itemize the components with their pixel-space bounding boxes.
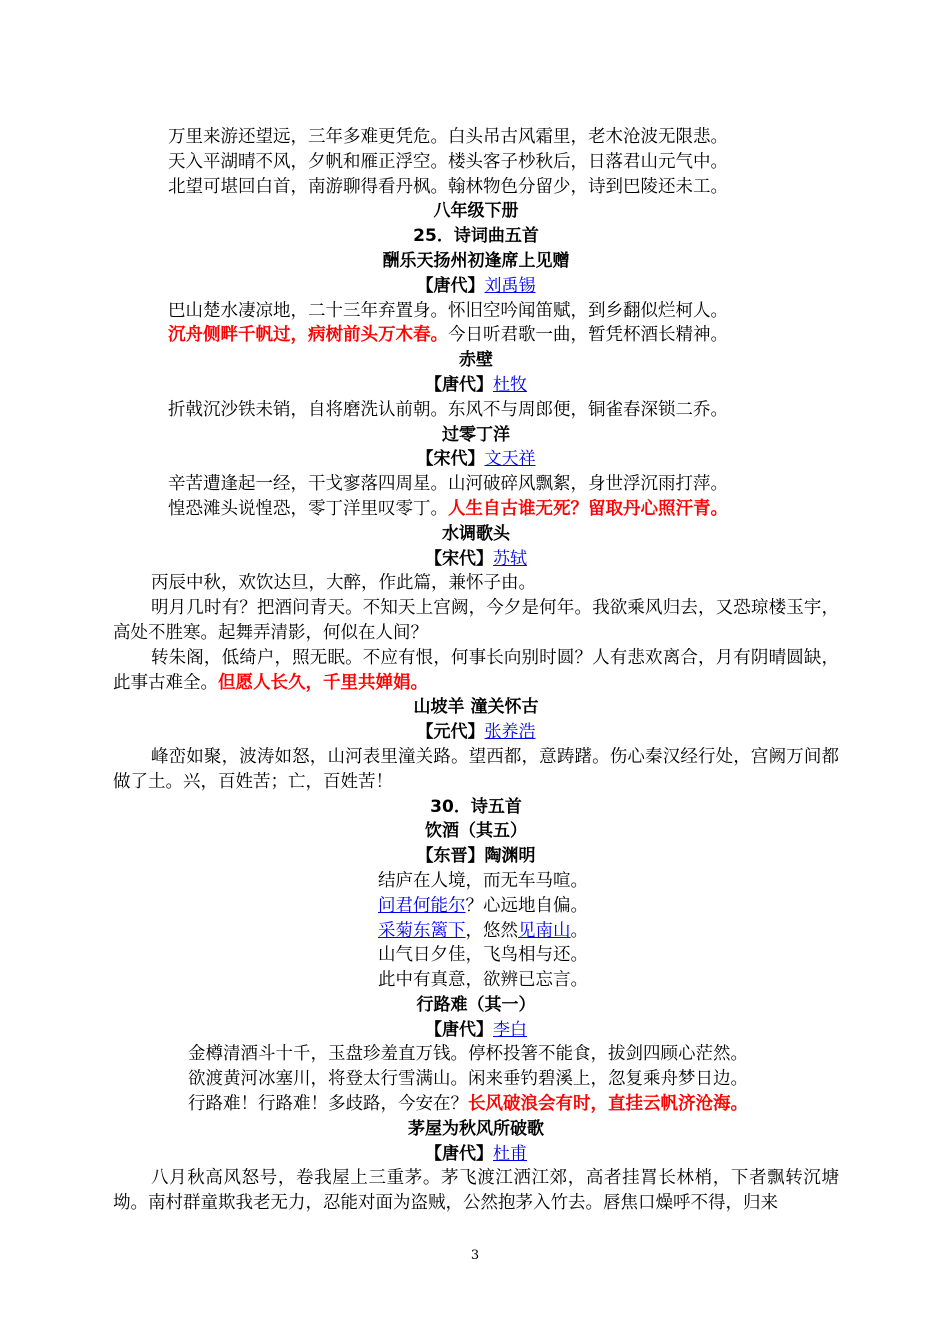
highlighted-verse: 沉舟侧畔千帆过，病树前头万木春。	[168, 325, 448, 346]
intro-line-3: 北望可堪回白首，南游聊得看丹枫。翰林物色分留少，诗到巴陵还未工。	[168, 176, 728, 197]
poem-line: 金樽清酒斗十千，玉盘珍羞直万钱。停杯投箸不能食，拔剑四顾心茫然。	[188, 1044, 748, 1065]
poem-byline	[113, 547, 839, 572]
verse-text: 今日听君歌一曲，暂凭杯酒长精神。	[448, 325, 728, 346]
poem-title: 赤壁	[459, 350, 493, 371]
poem-paragraph: 丙辰中秋，欢饮达旦，大醉，作此篇，兼怀子由。	[151, 573, 536, 594]
dynasty-label: 【元代】	[416, 722, 485, 743]
lesson-25-title: 25．诗词曲五首	[413, 226, 539, 247]
dynasty-label: 【宋代】	[425, 548, 493, 569]
author-link[interactable]: 文天祥	[484, 449, 536, 470]
poem-title: 山坡羊 潼关怀古	[413, 697, 539, 718]
verse-text: 转朱阁，低绮户，照无眠。不应有恨，何事长向别时圆？人有悲欢离合，月有阴晴圆缺，此事古难全。	[113, 647, 839, 693]
author-link[interactable]: 苏轼	[493, 548, 527, 569]
poem-paragraph: 八月秋高风怒号，卷我屋上三重茅。茅飞渡江洒江郊，高者挂罥长林梢，下者飘转沉塘坳。南村群童欺我老无力，忍能对面为盗贼，公然抱茅入竹去。唇焦口燥呼不得，归来	[113, 1168, 839, 1214]
poem-title: 过零丁洋	[442, 424, 510, 445]
poem-byline	[113, 1142, 839, 1167]
dynasty-label: 【唐代】	[425, 1019, 493, 1040]
author-link[interactable]: 杜甫	[493, 1143, 527, 1164]
verse-text: 惶恐滩头说惶恐，零丁洋里叹零丁。	[168, 498, 448, 519]
poem-byline	[113, 1018, 839, 1043]
verse-link[interactable]: 采菊东篱下	[378, 920, 466, 941]
poem-byline	[113, 274, 839, 299]
dynasty-label: 【唐代】	[416, 275, 485, 296]
poem-line	[113, 894, 839, 919]
verse-text: 行路难！行路难！多歧路，今安在？	[188, 1094, 468, 1115]
highlighted-verse: 长风破浪会有时，直挂云帆济沧海。	[468, 1094, 748, 1115]
poem-line	[113, 323, 839, 348]
poem-title: 饮酒（其五）	[425, 821, 527, 842]
poem-line	[113, 919, 839, 944]
poem-paragraph: 峰峦如聚，波涛如怒，山河表里潼关路。望西都，意踌躇。伤心秦汉经行处，宫阙万间都做了土。兴，百姓苦；亡，百姓苦！	[113, 746, 839, 792]
dynasty-label: 【宋代】	[416, 449, 485, 470]
highlighted-verse: 人生自古谁无死？留取丹心照汗青。	[448, 498, 728, 519]
poem-byline	[113, 720, 839, 745]
poem-title: 水调歌头	[442, 523, 510, 544]
poem-byline	[113, 447, 839, 472]
verse-text: 。	[570, 920, 588, 941]
poem-line: 结庐在人境，而无车马喧。	[378, 870, 588, 891]
poem-byline	[113, 373, 839, 398]
highlighted-verse: 但愿人长久，千里共婵娟。	[218, 672, 428, 693]
intro-line-1: 万里来游还望远，三年多难更凭危。白头吊古风霜里，老木沧波无限悲。	[168, 127, 728, 147]
poem-line: 山气日夕佳，飞鸟相与还。	[378, 945, 588, 966]
verse-text: ，悠然	[465, 920, 518, 941]
poem-title: 酬乐天扬州初逢席上见赠	[382, 250, 570, 271]
lesson-30-title: 30．诗五首	[430, 796, 522, 817]
document-page	[113, 125, 839, 1216]
poem-line: 辛苦遭逢起一经，干戈寥落四周星。山河破碎风飘絮，身世浮沉雨打萍。	[168, 474, 728, 495]
dynasty-label: 【唐代】	[425, 1143, 493, 1164]
page-number: 3	[470, 1248, 480, 1263]
poem-paragraph	[113, 646, 839, 696]
verse-link[interactable]: 见南山	[518, 920, 571, 941]
poem-line: 此中有真意，欲辨已忘言。	[378, 970, 588, 991]
author-link[interactable]: 张养浩	[484, 722, 536, 743]
verse-text: ？心远地自偏。	[465, 895, 588, 916]
poem-line	[113, 1092, 839, 1117]
poem-line: 巴山楚水凄凉地，二十三年弃置身。怀旧空吟闻笛赋，到乡翻似烂柯人。	[168, 300, 728, 321]
poem-line	[113, 497, 839, 522]
author-link[interactable]: 刘禹锡	[484, 275, 536, 296]
poem-title: 行路难（其一）	[416, 994, 536, 1015]
poem-paragraph: 明月几时有？把酒问青天。不知天上宫阙，今夕是何年。我欲乘风归去，又恐琼楼玉宇，高处不胜寒。起舞弄清影，何似在人间？	[113, 598, 839, 643]
intro-line-2: 天入平湖晴不风，夕帆和雁正浮空。楼头客子杪秋后，日落君山元气中。	[168, 151, 728, 172]
poem-byline: 【东晋】陶渊明	[416, 846, 536, 867]
poem-line: 折戟沉沙铁未销，自将磨洗认前朝。东风不与周郎便，铜雀春深锁二乔。	[168, 399, 728, 420]
verse-link[interactable]: 问君何能尔	[378, 895, 466, 916]
poem-line: 欲渡黄河冰塞川，将登太行雪满山。闲来垂钓碧溪上，忽复乘舟梦日边。	[188, 1069, 748, 1090]
author-link[interactable]: 李白	[493, 1019, 527, 1040]
author-link[interactable]: 杜牧	[493, 374, 527, 395]
poem-title: 茅屋为秋风所破歌	[408, 1118, 544, 1139]
dynasty-label: 【唐代】	[425, 374, 493, 395]
grade-title: 八年级下册	[433, 201, 519, 222]
